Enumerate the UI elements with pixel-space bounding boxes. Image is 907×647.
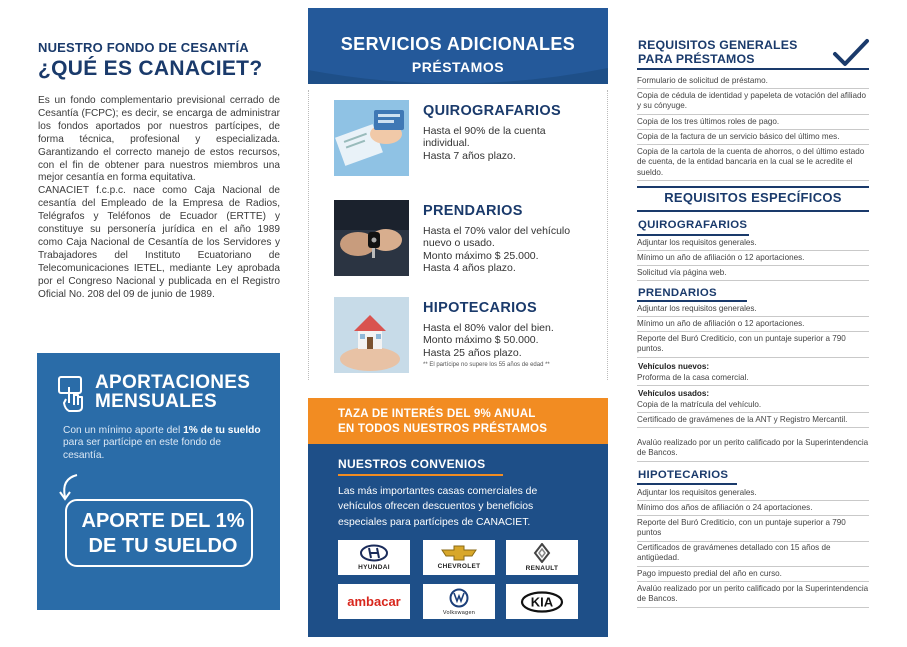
prendarios-heading: PRENDARIOS	[638, 287, 717, 299]
especificos-bottom-rule	[637, 210, 869, 212]
req-usados-item: Certificado de gravámenes de la ANT y Registro Mercantil.	[637, 415, 869, 428]
ambacar-logo: ambacar	[338, 584, 410, 619]
service-title: PRENDARIOS	[423, 203, 523, 219]
title-rule	[637, 68, 869, 70]
service-details: Hasta el 80% valor del bien. Monto máximo $ 50.000. Hasta 25 años plazo.	[423, 322, 554, 359]
servicios-title: SERVICIOS ADICIONALES	[340, 34, 576, 54]
renault-logo: RENAULT	[506, 540, 578, 575]
volkswagen-emblem-icon	[449, 588, 469, 608]
req-hipo-item: Reporte del Buró Crediticio, con un puntaje superior a 790 puntos	[637, 518, 869, 542]
kia-emblem-icon	[520, 591, 564, 613]
aportaciones-box	[37, 353, 280, 610]
req-general-item: Formulario de solicitud de préstamo.	[637, 76, 869, 89]
aportaciones-desc: Con un mínimo aporte del 1% de tu sueldo para ser partícipe en este fondo de cesantía.	[63, 425, 261, 461]
req-hipo-item: Adjuntar los requisitos generales.	[637, 488, 869, 501]
servicios-header	[308, 8, 608, 84]
volkswagen-logo: Volkswagen	[423, 584, 495, 619]
left-panel	[38, 40, 280, 302]
hyundai-emblem-icon	[359, 544, 389, 562]
chevrolet-logo: CHEVROLET	[423, 540, 495, 575]
hipotecarios-photo	[334, 297, 409, 373]
svg-text:KIA: KIA	[530, 594, 554, 609]
quirografarios-photo	[334, 100, 409, 176]
quirografarios-rule	[637, 234, 749, 236]
age-note: ** El partícipe no supere los 55 años de edad **	[423, 362, 550, 369]
interest-rate-banner	[308, 398, 608, 444]
prendarios-photo	[334, 200, 409, 276]
vehiculos-usados-label: Vehículos usados:	[638, 389, 710, 398]
req-quiro-item: Mínimo un año de afiliación o 12 aportaciones.	[637, 253, 869, 266]
quirografarios-heading: QUIROGRAFARIOS	[638, 219, 748, 231]
page-title: ¿QUÉ ES CANACIET?	[38, 57, 263, 80]
section-kicker: NUESTRO FONDO DE CESANTÍA	[38, 40, 249, 55]
req-prend-item: Reporte del Buró Crediticio, con un puntaje superior a 790 puntos.	[637, 334, 869, 358]
prendarios-info	[423, 200, 603, 275]
kia-logo	[506, 584, 578, 619]
convenios-desc: Las más importantes casas comerciales de vehículos ofrecen descuentos y beneficios especiales para partícipes de CANACIET.	[338, 486, 538, 528]
req-nuevos-item: Proforma de la casa comercial.	[637, 373, 869, 386]
vehiculos-nuevos-label: Vehículos nuevos:	[638, 362, 710, 371]
req-hipo-item: Certificados de gravámenes detallado con 15 años de antigüedad.	[637, 543, 869, 567]
req-prend-item: Mínimo un año de afiliación o 12 aportaciones.	[637, 319, 869, 332]
aportaciones-title: APORTACIONES MENSUALES	[95, 372, 251, 412]
service-title: QUIROGRAFARIOS	[423, 103, 561, 119]
intro-text	[38, 95, 280, 302]
quirografarios-info	[423, 100, 603, 162]
hipotecarios-heading: HIPOTECARIOS	[638, 469, 729, 481]
intro-paragraph-1: Es un fondo complementario previsional cerrado de Cesantía (FCPC); es decir, se encarga de administrar los fondos aportados por nuestros partícipes, de forma técnica, profesional y especializada. Garantizando el correcto manejo de estos recursos, con el fin de obtener para nuestros miembros una mejor cesantía en forma equitativa.	[38, 95, 280, 184]
req-usados-item: Avalúo realizado por un perito calificado por la Superintendencia de Bancos.	[637, 438, 869, 462]
interest-rate-text: TAZA DE INTERÉS DEL 9% ANUAL EN TODOS NUESTROS PRÉSTAMOS	[338, 407, 548, 435]
service-details: Hasta el 90% de la cuenta individual. Hasta 7 años plazo.	[423, 125, 546, 162]
aporte-pill-text: APORTE DEL 1% DE TU SUELDO	[81, 510, 245, 557]
req-hipo-item: Mínimo dos años de afiliación o 24 aportaciones.	[637, 503, 869, 516]
req-general-item: Copia de los tres últimos roles de pago.	[637, 117, 869, 130]
req-general-item: Copia de la cartola de la cuenta de ahorros, o del último estado de cuenta, de la entidad bancaria en la cual se le acredite el sueldo.	[637, 147, 869, 181]
req-prend-item: Adjuntar los requisitos generales.	[637, 304, 869, 317]
convenios-section	[308, 444, 608, 637]
service-details: Hasta el 70% valor del vehículo nuevo o usado. Monto máximo $ 25.000. Hasta 4 años plazo.	[423, 225, 571, 275]
req-hipo-item: Pago impuesto predial del año en curso.	[637, 569, 869, 582]
hyundai-logo: HYUNDAI	[338, 540, 410, 575]
req-general-item: Copia de la factura de un servicio básico del último mes.	[637, 132, 869, 145]
req-hipo-item: Avalúo realizado por un perito calificado por la Superintendencia de Bancos.	[637, 584, 869, 608]
hand-tap-icon	[57, 375, 87, 413]
intro-paragraph-2: CANACIET f.c.p.c. nace como Caja Nacional de cesantía del Empleado de la Empresa de Radios, Telégrafos y Teléfonos de Ecuador (ERTTE) y constituye su personería jurídica en el año 1989 como Caja Nacional de Cesantía de los Servidores y Trabajadores del Instituto Ecuatoriano de Telecomunicaciones IETEL, mediante Ley aprobada por el Congreso Nacional y publicada en el Registro Oficial No. 208 del 09 de junio de 1989.	[38, 185, 280, 300]
chevrolet-bowtie-icon	[440, 545, 478, 561]
hipotecarios-info	[423, 297, 603, 368]
service-title: HIPOTECARIOS	[423, 300, 537, 316]
especificos-top-rule	[637, 186, 869, 188]
hipotecarios-rule	[637, 483, 737, 485]
prendarios-rule	[637, 300, 747, 302]
servicios-subtitle: PRÉSTAMOS	[411, 59, 505, 75]
req-quiro-item: Solicitud vía página web.	[637, 268, 869, 281]
requisitos-especificos-title: REQUISITOS ESPECÍFICOS	[664, 190, 842, 205]
checkmark-icon	[832, 38, 870, 68]
req-usados-item: Copia de la matrícula del vehículo.	[637, 400, 869, 413]
req-quiro-item: Adjuntar los requisitos generales.	[637, 238, 869, 251]
renault-diamond-icon	[533, 543, 551, 563]
req-general-item: Copia de cédula de identidad y papeleta de votación del afiliado y su cónyuge.	[637, 91, 869, 115]
convenios-underline	[338, 474, 503, 476]
convenios-title: NUESTROS CONVENIOS	[338, 457, 486, 471]
requisitos-generales-title: REQUISITOS GENERALES PARA PRÉSTAMOS	[638, 38, 798, 66]
